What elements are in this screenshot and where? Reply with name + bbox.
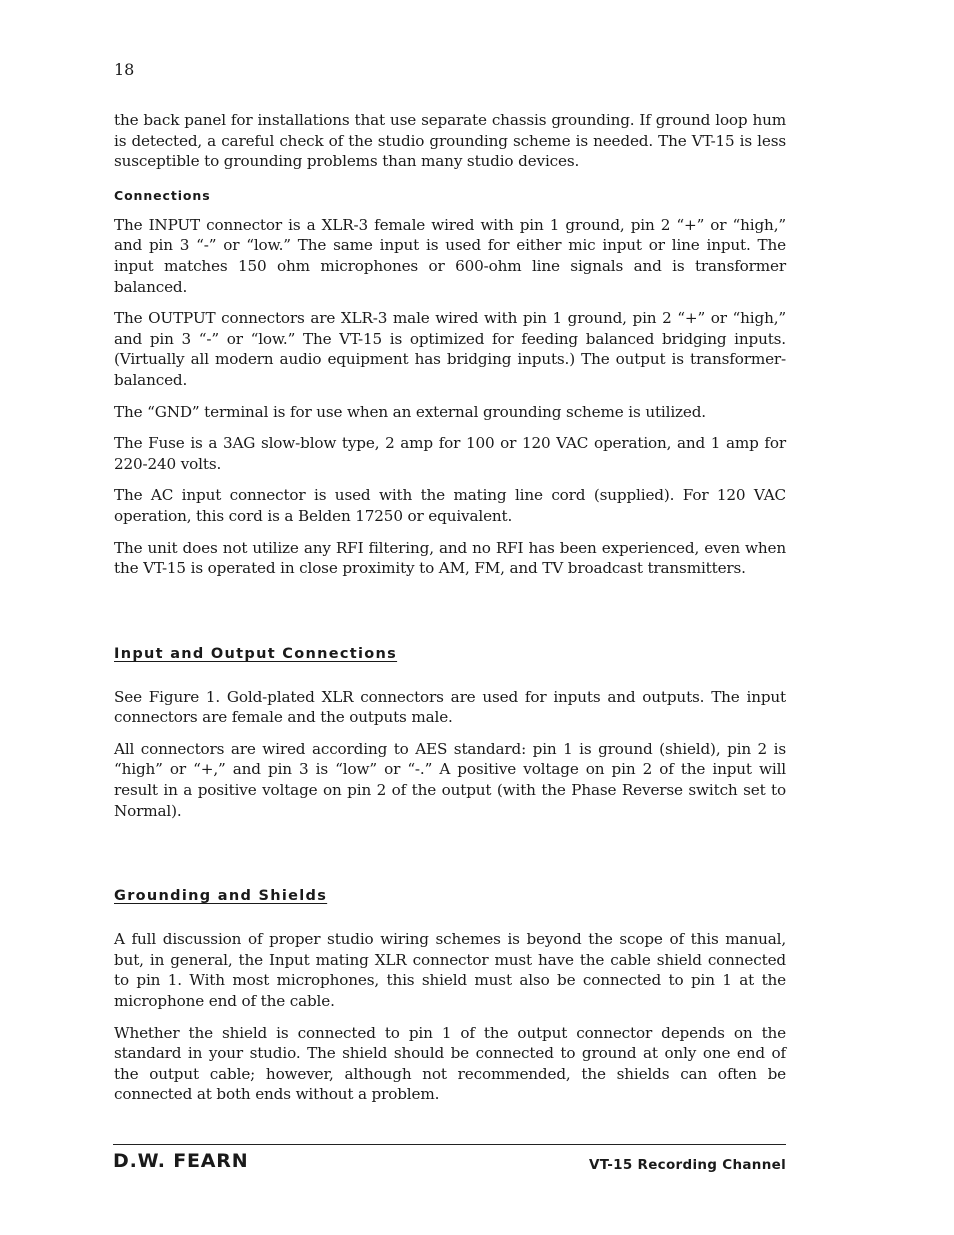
ac-input-paragraph: The AC input connector is used with the mating line cord (supplied). For 120 VAC operation, this cord is a Belden 17250 or equivalent. — [114, 486, 786, 525]
input-connector-paragraph: The INPUT connector is a XLR-3 female wired with pin 1 ground, pin 2 “+” or “high,” and pin 3 “-” or “low.” The same input is used for either mic input or line input. The input matches 150 ohm microphones or 600-ohm line signals and is transformer balanced. — [114, 215, 786, 296]
footer-divider — [113, 1144, 786, 1145]
page-number: 18 — [114, 60, 135, 79]
footer-brand: D.W. FEARN — [113, 1150, 249, 1172]
fuse-paragraph: The Fuse is a 3AG slow-blow type, 2 amp for 100 or 120 VAC operation, and 1 amp for 220-240 volts. — [114, 434, 786, 473]
gnd-terminal-paragraph: The “GND” terminal is for use when an external grounding scheme is utilized. — [114, 402, 706, 421]
intro-paragraph: the back panel for installations that use separate chassis grounding. If ground loop hum is detected, a careful check of the studio grounding scheme is needed. The VT-15 is less susceptible to grounding problems than many studio devices. — [114, 111, 786, 171]
io-section-title: Input and Output Connections — [114, 645, 398, 662]
footer-product-title: VT-15 Recording Channel — [588, 1157, 786, 1173]
connections-heading: Connections — [114, 187, 211, 203]
grounding-paragraph-wiring: A full discussion of proper studio wiring schemes is beyond the scope of this manual, but, in general, the Input mating XLR connector must have the cable shield connected to pin 1. With most microphones, this shield must also be connected to pin 1 at the microphone end of the cable. — [114, 930, 786, 1011]
rfi-paragraph: The unit does not utilize any RFI filtering, and no RFI has been experienced, even when the VT-15 is operated in close proximity to AM, FM, and TV broadcast transmitters. — [114, 538, 786, 578]
grounding-paragraph-shield: Whether the shield is connected to pin 1 of the output connector depends on the standard in your studio. The shield should be connected to ground at only one end of the output cable; however, although not recommended, the shields can often be connected at both ends without a problem. — [114, 1023, 786, 1104]
grounding-section-title: Grounding and Shields — [114, 888, 328, 905]
output-connector-paragraph: The OUTPUT connectors are XLR-3 male wired with pin 1 ground, pin 2 “+” or “high,” and pin 3 “-” or “low.” The VT-15 is optimized for feeding balanced bridging inputs. (Virtually all modern audio equipment has bridging inputs.) The output is transformer-balanced. — [114, 309, 786, 389]
io-paragraph-aes: All connectors are wired according to AES standard: pin 1 is ground (shield), pin 2 is “high” or “+,” and pin 3 is “low” or “-.” A positive voltage on pin 2 of the input will result in a positive voltage on pin 2 of the output (with the Phase Reverse switch set to Normal). — [114, 739, 786, 820]
io-paragraph-figure: See Figure 1. Gold-plated XLR connectors are used for inputs and outputs. The input connectors are female and the outputs male. — [114, 687, 786, 727]
page-body — [114, 110, 786, 1116]
